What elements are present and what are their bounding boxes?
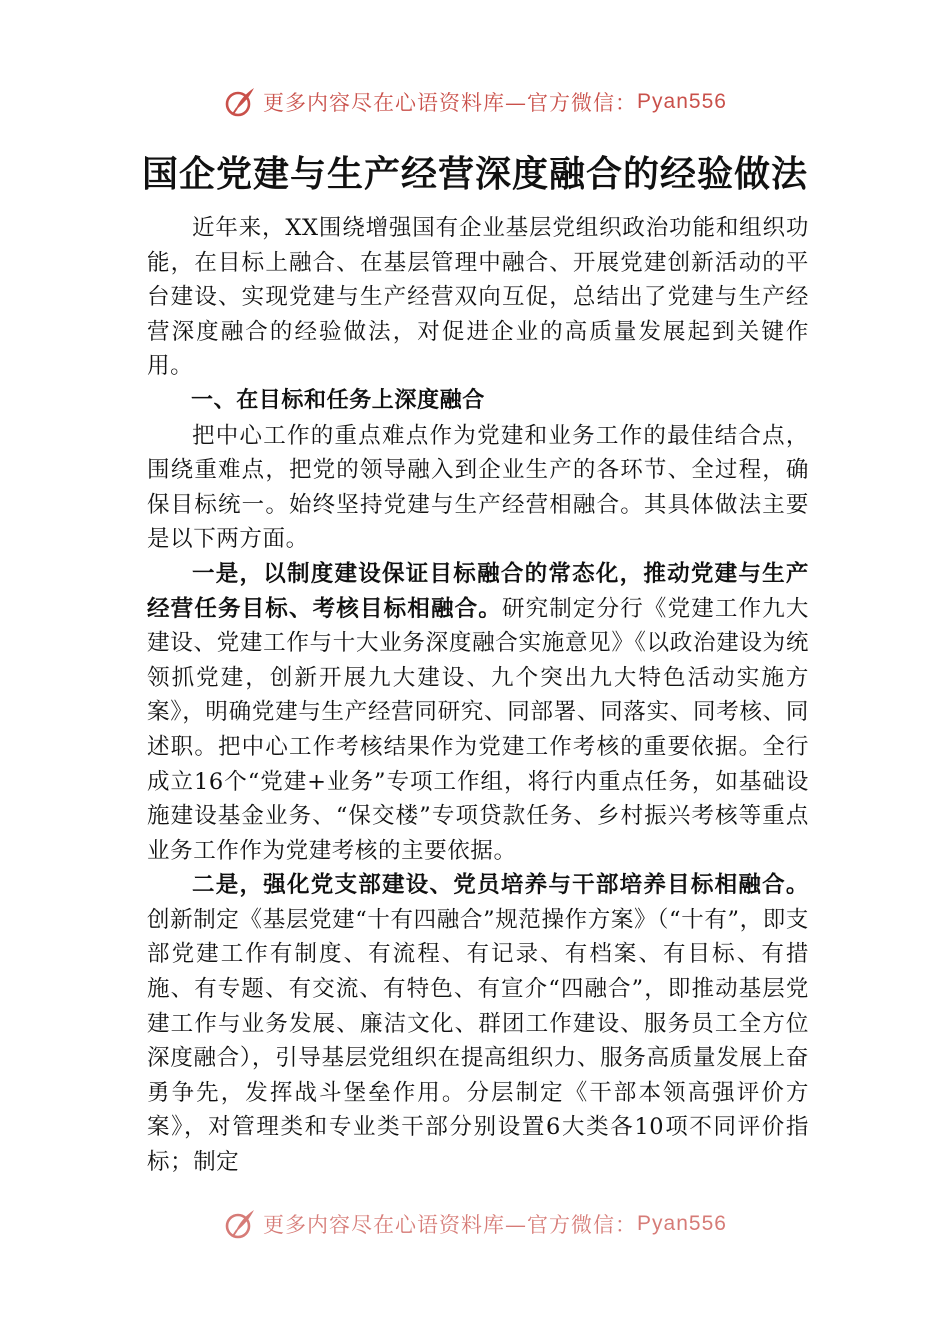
point-two-lead: 二是，强化党支部建设、党员培养与干部培养目标相融合。 <box>192 872 809 899</box>
document-body <box>147 211 809 1180</box>
point-two-paragraph <box>147 868 809 1179</box>
watermark-text: 更多内容尽在心语资料库—官方微信： <box>263 91 638 115</box>
watermark-handle: Pyan556 <box>637 1212 727 1235</box>
document-title: 国企党建与生产经营深度融合的经验做法 <box>141 153 808 195</box>
point-two-body: 创新制定《基层党建“十有四融合”规范操作方案》（“十有”，即支部党建工作有制度、有流程、有记录、有档案、有目标、有措施、有专题、有交流、有特色、有宣介“四融合”，即推动基层党建工作与业务发展、廉洁文化、群团工作建设、服务员工全方位深度融合），引导基层党组织在提高组织力、服务高质量发展上奋勇争先，发挥战斗堡垒作用。分层制定《干部本领高强评价方案》，对管理类和专业类干部分别设置6大类各10项不同评价指标；制定 <box>147 906 809 1176</box>
watermark-handle: Pyan556 <box>637 90 727 113</box>
watermark-footer <box>0 1204 950 1244</box>
intro-paragraph: 近年来，XX围绕增强国有企业基层党组织政治功能和组织功能，在目标上融合、在基层管理中融合、开展党建创新活动的平台建设、实现党建与生产经营双向互促，总结出了党建与生产经营深度融合的经验做法，对促进企业的高质量发展起到关键作用。 <box>147 215 809 380</box>
section-paragraph: 把中心工作的重点难点作为党建和业务工作的最佳结合点，围绕重难点，把党的领导融入到企业生产的各环节、全过程，确保目标统一。始终坚持党建与生产经营相融合。其具体做法主要是以下两方面。 <box>147 422 809 553</box>
point-one-paragraph <box>147 557 809 868</box>
point-one-body: 研究制定分行《党建工作九大建设、党建工作与十大业务深度融合实施意见》《以政治建设为统领抓党建，创新开展九大建设、九个突出九大特色活动实施方案》，明确党建与生产经营同研究、同部署、同落实、同考核、同述职。把中心工作考核结果作为党建工作考核的重要依据。全行成立16个“党建+业务”专项工作组，将行内重点任务，如基础设施建设基金业务、“保交楼”专项贷款任务、乡村振兴考核等重点业务工作作为党建考核的主要依据。 <box>147 595 809 864</box>
point-one-lead: 一是，以制度建设保证目标融合的常态化，推动党建与生产经营任务目标、考核目标相融合。 <box>147 560 809 622</box>
watermark-text: 更多内容尽在心语资料库—官方微信： <box>263 1213 638 1237</box>
section-heading: 一、在目标和任务上深度融合 <box>191 387 485 413</box>
quill-logo-icon <box>223 1207 257 1241</box>
